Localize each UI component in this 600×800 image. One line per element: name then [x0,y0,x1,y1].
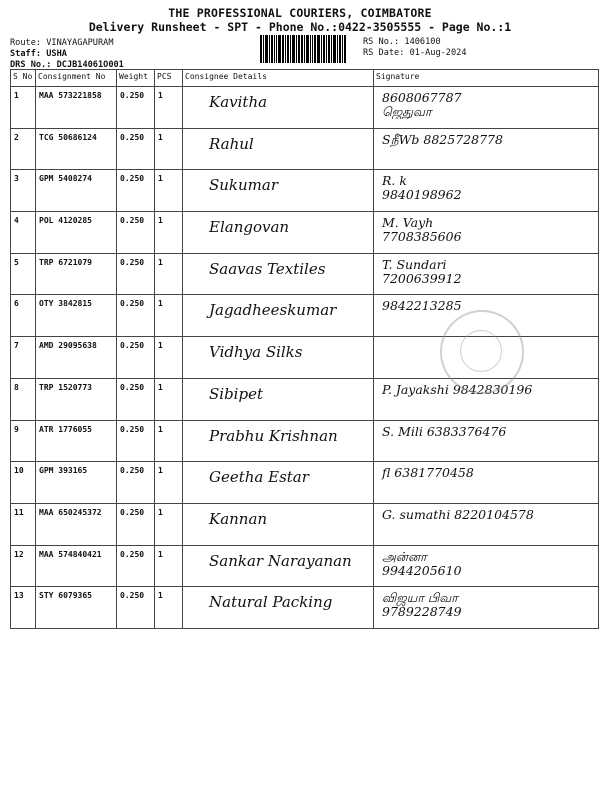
row-consignee-name-cell [183,170,374,212]
row-pcs: 1 [158,299,163,309]
row-sno: 12 [14,549,24,559]
row-sno: 2 [14,132,19,142]
staff-label: Staff: [10,49,42,59]
row-weight: 0.250 [120,424,145,434]
row-consignment-no: OTY 3842815 [39,299,92,309]
row-pcs: 1 [158,549,163,559]
row-signature-cell [374,545,599,587]
row-consignee-name: Saavas Textiles [209,259,326,278]
table-row [11,253,599,295]
row-weight-cell [117,212,155,254]
cash-paid-stamp [440,310,524,394]
row-consignee-name: Rahul [209,134,254,153]
row-signature: fl 6381770458 [382,465,474,481]
row-consignee-name: Kannan [209,509,268,528]
row-pcs: 1 [158,424,163,434]
row-consignment-no-cell [36,545,117,587]
row-consignee-name: Prabhu Krishnan [209,426,338,445]
row-weight: 0.250 [120,257,145,267]
col-header-consignment: Consignment No [36,70,117,87]
route-value: VINAYAGAPURAM [46,38,114,48]
row-consignee-name: Sankar Narayanan [209,551,352,570]
table-header-row [11,70,599,87]
row-weight: 0.250 [120,591,145,601]
row-sno: 13 [14,591,24,601]
row-consignment-no-cell [36,170,117,212]
row-weight: 0.250 [120,216,145,226]
row-signature-cell [374,128,599,170]
row-consignment-no: POL 4120285 [39,216,92,226]
staff-line [10,49,67,59]
row-sno: 10 [14,466,24,476]
row-weight: 0.250 [120,299,145,309]
row-sno-cell [11,587,36,629]
row-signature-cell [374,87,599,129]
rs-date-line [363,48,467,58]
table-row [11,462,599,504]
drs-label: DRS No.: [10,60,52,70]
row-pcs-cell [155,378,183,420]
row-signature: அன்னா 9944205610 [382,548,462,578]
row-consignment-no: ATR 1776055 [39,424,92,434]
route-label: Route: [10,38,42,48]
row-signature: R. k 9840198962 [382,173,462,203]
row-sno-cell [11,87,36,129]
col-header-sno: S No [11,70,36,87]
row-pcs: 1 [158,466,163,476]
row-signature-cell [374,587,599,629]
table-row [11,545,599,587]
row-pcs: 1 [158,91,163,100]
row-consignee-name-cell [183,253,374,295]
row-sno-cell [11,545,36,587]
row-consignment-no: GPM 393165 [39,466,88,476]
row-signature-cell [374,212,599,254]
row-consignee-name-cell [183,462,374,504]
row-consignment-no-cell [36,337,117,379]
row-consignment-no: STY 6079365 [39,591,92,601]
row-weight: 0.250 [120,174,145,184]
row-sno: 11 [14,507,24,517]
row-pcs-cell [155,253,183,295]
row-signature: விஜயா பிவா 9789228749 [382,590,462,620]
row-sno: 5 [14,257,19,267]
row-consignee-name-cell [183,337,374,379]
row-pcs-cell [155,337,183,379]
row-consignment-no: MAA 573221858 [39,91,102,100]
row-consignment-no-cell [36,420,117,462]
row-weight-cell [117,337,155,379]
row-signature: M. Vayh 7708385606 [382,215,462,245]
row-consignee-name-cell [183,503,374,545]
row-consignee-name-cell [183,545,374,587]
row-consignee-name: Elangovan [209,218,290,237]
staff-value: USHA [46,49,67,59]
row-signature-cell [374,503,599,545]
row-pcs-cell [155,128,183,170]
row-sno-cell [11,420,36,462]
row-sno: 8 [14,382,19,392]
row-signature: 8608067787 ஜெதுவா [382,90,462,119]
table-row [11,420,599,462]
row-sno: 6 [14,299,19,309]
row-consignee-name-cell [183,128,374,170]
row-signature: 9842213285 [382,298,462,314]
row-pcs-cell [155,587,183,629]
row-weight-cell [117,545,155,587]
row-pcs: 1 [158,382,163,392]
row-signature: G. sumathi 8220104578 [382,506,534,522]
row-sno-cell [11,337,36,379]
row-consignment-no-cell [36,587,117,629]
row-signature: SநீWb 8825728778 [382,131,503,147]
barcode-graphic [260,35,356,63]
row-weight-cell [117,87,155,129]
row-consignment-no-cell [36,87,117,129]
row-weight: 0.250 [120,549,145,559]
row-sno-cell [11,462,36,504]
rs-date-value: 01-Aug-2024 [409,48,467,58]
document-subtitle: Delivery Runsheet - SPT - Phone No.:0422-3505555 - Page No.:1 [88,20,512,34]
rs-no-value: 1406100 [404,37,441,47]
row-pcs-cell [155,212,183,254]
row-signature-cell [374,253,599,295]
row-consignee-name-cell [183,587,374,629]
row-signature: P. Jayakshi 9842830196 [382,381,533,397]
row-weight-cell [117,503,155,545]
row-consignee-name-cell [183,295,374,337]
row-sno: 7 [14,341,19,351]
row-consignee-name: Jagadheeskumar [209,301,337,320]
drs-value: DCJB14061O001 [56,60,124,70]
row-sno-cell [11,170,36,212]
row-weight-cell [117,253,155,295]
table-row [11,128,599,170]
row-signature: S. Mili 6383376476 [382,423,507,439]
row-consignment-no-cell [36,378,117,420]
table-row [11,212,599,254]
row-weight-cell [117,128,155,170]
row-pcs: 1 [158,216,163,226]
row-pcs-cell [155,87,183,129]
row-consignee-name: Sibipet [209,384,263,403]
row-consignee-name: Vidhya Silks [209,343,303,362]
row-weight: 0.250 [120,466,145,476]
row-consignment-no-cell [36,212,117,254]
row-consignee-name: Sukumar [209,176,279,195]
row-pcs: 1 [158,591,163,601]
row-weight-cell [117,378,155,420]
row-consignment-no: TRP 6721079 [39,257,92,267]
row-weight: 0.250 [120,382,145,392]
row-sno-cell [11,253,36,295]
rs-date-label: RS Date: [363,48,405,58]
row-consignment-no-cell [36,295,117,337]
row-signature-cell [374,462,599,504]
table-row [11,503,599,545]
row-signature-cell [374,420,599,462]
row-pcs-cell [155,295,183,337]
row-signature: T. Sundari 7200639912 [382,256,462,286]
row-pcs: 1 [158,174,163,184]
rs-no-label: RS No.: [363,37,400,47]
row-consignee-name-cell [183,87,374,129]
row-pcs-cell [155,545,183,587]
document-title: THE PROFESSIONAL COURIERS, COIMBATORE [168,6,432,20]
row-consignment-no: AMD 29095638 [39,341,97,351]
col-header-consignee: Consignee Details [183,70,374,87]
row-sno-cell [11,378,36,420]
table-row [11,87,599,129]
row-weight: 0.250 [120,341,145,351]
table-row [11,378,599,420]
row-weight-cell [117,420,155,462]
col-header-weight: Weight [117,70,155,87]
row-pcs-cell [155,462,183,504]
row-pcs-cell [155,503,183,545]
table-row [11,170,599,212]
row-consignment-no-cell [36,462,117,504]
row-consignment-no: MAA 574840421 [39,549,102,559]
row-pcs: 1 [158,341,163,351]
col-header-signature: Signature [374,70,599,87]
row-signature-cell [374,170,599,212]
row-consignment-no: GPM 5408274 [39,174,92,184]
row-consignment-no: TRP 1520773 [39,382,92,392]
row-consignment-no: TCG 50686124 [39,132,97,142]
row-weight: 0.250 [120,507,145,517]
route-line [10,38,114,48]
row-pcs-cell [155,420,183,462]
row-weight-cell [117,295,155,337]
row-consignee-name-cell [183,378,374,420]
row-consignee-name: Natural Packing [209,593,333,612]
rs-no-line [363,37,441,47]
row-consignee-name-cell [183,420,374,462]
row-weight: 0.250 [120,91,145,100]
row-consignment-no-cell [36,128,117,170]
row-consignee-name: Geetha Estar [209,468,309,487]
row-sno-cell [11,503,36,545]
row-sno-cell [11,295,36,337]
row-sno: 4 [14,216,19,226]
row-weight-cell [117,462,155,504]
row-pcs-cell [155,170,183,212]
row-consignee-name: Kavitha [209,93,268,111]
row-consignment-no: MAA 650245372 [39,507,102,517]
col-header-pcs: PCS [155,70,183,87]
row-pcs: 1 [158,507,163,517]
row-sno-cell [11,212,36,254]
row-consignee-name-cell [183,212,374,254]
row-consignment-no-cell [36,503,117,545]
row-pcs: 1 [158,257,163,267]
row-consignment-no-cell [36,253,117,295]
row-weight-cell [117,587,155,629]
row-sno: 3 [14,174,19,184]
table-row [11,587,599,629]
row-weight-cell [117,170,155,212]
row-sno: 9 [14,424,19,434]
row-sno-cell [11,128,36,170]
row-pcs: 1 [158,132,163,142]
row-sno: 1 [14,91,19,100]
row-weight: 0.250 [120,132,145,142]
